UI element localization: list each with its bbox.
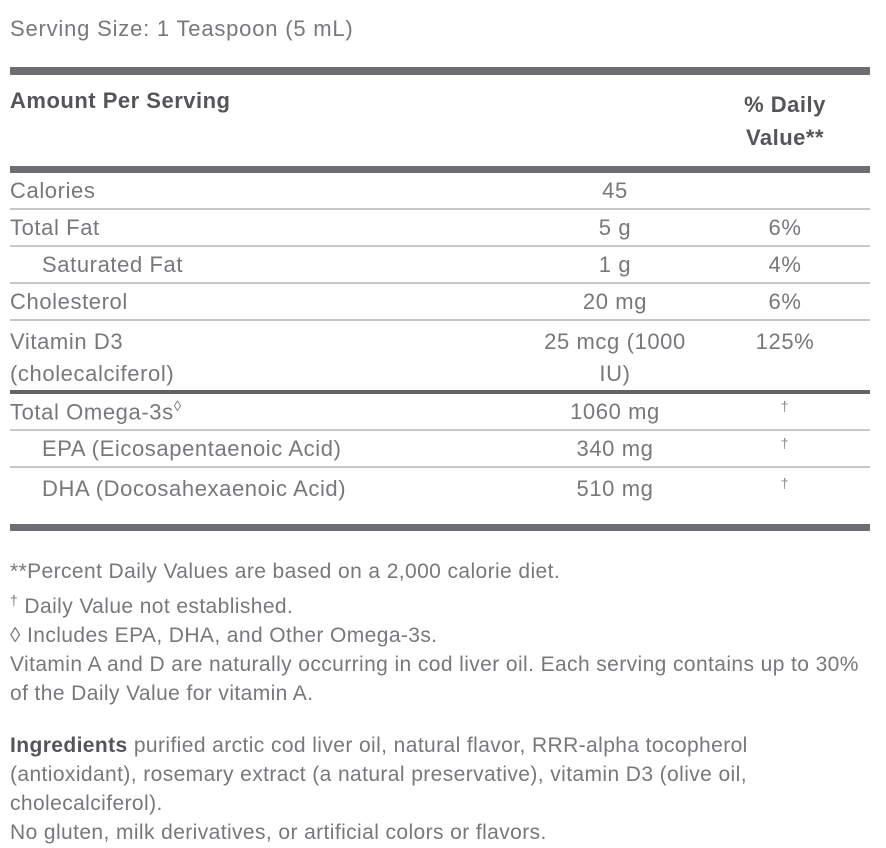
dagger-footnote-marker: † <box>10 592 19 608</box>
table-row-vitamin-d3 <box>10 321 870 394</box>
nutrient-daily-value: 6% <box>768 214 802 240</box>
table-row-total-omega-3s <box>10 394 870 431</box>
facts-table-header <box>10 75 870 173</box>
amount-per-serving-heading: Amount Per Serving <box>10 88 231 113</box>
nutrient-daily-value <box>700 475 870 502</box>
nutrient-amount: 510 mg <box>576 476 654 501</box>
ingredients-section <box>10 731 870 847</box>
nutrient-daily-value: 4% <box>768 251 802 277</box>
nutrient-amount: 1 g <box>598 251 632 277</box>
footnote-daily-value-not-established: † Daily Value not established. <box>10 592 294 618</box>
supplement-facts-label <box>10 0 870 847</box>
footnote-percent-daily-values: **Percent Daily Values are based on a 2,000 calorie diet. <box>10 560 561 583</box>
table-row-epa <box>10 431 870 468</box>
nutrient-name: Vitamin D3 (cholecalciferol) <box>10 329 175 386</box>
nutrient-name: Total Omega-3s◊ <box>10 397 182 425</box>
nutrient-amount: 45 <box>602 177 628 203</box>
table-row-cholesterol <box>10 284 870 321</box>
nutrient-daily-value <box>700 398 870 425</box>
nutrient-amount: 25 mcg (1000 IU) <box>544 329 686 386</box>
table-row-dha <box>10 468 870 510</box>
nutrient-daily-value: 125% <box>755 329 815 354</box>
table-row-calories <box>10 173 870 210</box>
dagger-footnote-marker: † <box>780 434 790 451</box>
daily-value-heading: % Daily Value** <box>744 92 826 150</box>
nutrient-name: DHA (Docosahexaenoic Acid) <box>42 476 347 501</box>
top-divider-bar <box>10 67 870 75</box>
footnote-includes-omega-3s: ◊ Includes EPA, DHA, and Other Omega-3s. <box>10 624 438 647</box>
ingredients-label: Ingredients <box>10 734 128 757</box>
nutrient-amount: 340 mg <box>576 435 654 461</box>
nutrient-amount: 1060 mg <box>570 398 660 424</box>
nutrient-name: EPA (Eicosapentaenoic Acid) <box>42 435 342 461</box>
lozenge-footnote-marker: ◊ <box>173 397 182 415</box>
nutrient-name: Cholesterol <box>10 288 128 314</box>
table-row-total-fat <box>10 210 870 247</box>
table-row-saturated-fat <box>10 247 870 284</box>
ingredients-paragraph: Ingredients purified arctic cod liver oil, natural flavor, RRR-alpha tocopherol (antioxidant), rosemary extract (a natural preservative), vitamin D3 (olive oil, cholecalciferol). <box>10 734 748 815</box>
dagger-footnote-marker: † <box>780 397 790 414</box>
bottom-divider-bar <box>10 524 870 531</box>
nutrient-daily-value: 6% <box>768 288 802 314</box>
nutrient-name: Total Fat <box>10 214 100 240</box>
footnote-vitamin-a-d: Vitamin A and D are naturally occurring in cod liver oil. Each serving contains up to 30% of the Daily Value for vitamin A. <box>10 653 859 705</box>
dagger-footnote-marker: † <box>780 475 790 492</box>
allergen-statement: No gluten, milk derivatives, or artificial colors or flavors. <box>10 821 547 844</box>
serving-size-text: Serving Size: 1 Teaspoon (5 mL) <box>10 16 354 41</box>
nutrient-amount: 5 g <box>598 214 632 240</box>
footnotes-section <box>10 557 870 708</box>
nutrient-daily-value <box>700 435 870 462</box>
nutrient-amount: 20 mg <box>582 288 648 314</box>
nutrient-name: Calories <box>10 177 96 203</box>
nutrient-name: Saturated Fat <box>42 251 184 277</box>
